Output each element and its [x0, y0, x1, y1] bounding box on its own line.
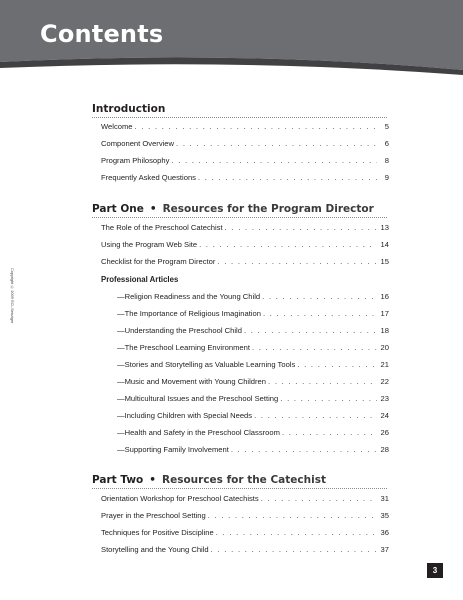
- toc-entry-title: Using the Program Web Site: [101, 240, 198, 249]
- toc-entry[interactable]: [101, 156, 389, 168]
- toc-entry-page: 17: [380, 309, 389, 318]
- toc-entry-page: 21: [380, 360, 389, 369]
- toc-subentry[interactable]: [117, 377, 389, 389]
- toc-entry-page: 14: [380, 240, 389, 249]
- toc-entry-title: Component Overview: [101, 139, 175, 148]
- leader-dots: [135, 122, 377, 131]
- toc-entry-page: 8: [384, 156, 389, 165]
- section-heading-text: Introduction: [92, 103, 166, 115]
- page-title: Contents: [40, 20, 164, 48]
- leader-dots: [297, 360, 377, 369]
- leader-dots: [216, 528, 377, 537]
- toc-entry-page: 9: [384, 173, 389, 182]
- toc-entry-title: Prayer in the Preschool Setting: [101, 511, 206, 520]
- leader-dots: [198, 173, 377, 182]
- toc-entry-title: —Supporting Family Involvement: [117, 445, 229, 454]
- section-rule: [92, 217, 387, 218]
- section-heading-text: Part Two: [92, 474, 144, 486]
- toc-entry-page: 13: [380, 223, 389, 232]
- toc-entry-page: 6: [384, 139, 389, 148]
- leader-dots: [280, 394, 377, 403]
- leader-dots: [211, 545, 377, 554]
- toc-entry[interactable]: [101, 511, 389, 523]
- toc-subentry[interactable]: [117, 343, 389, 355]
- toc-entry-page: 23: [380, 394, 389, 403]
- toc-entry-page: 15: [380, 257, 389, 266]
- toc-entry-title: —Music and Movement with Young Children: [117, 377, 267, 386]
- copyright-notice: Copyright © 2009 RCL Benziger: [10, 268, 14, 324]
- toc-entry-title: —Stories and Storytelling as Valuable Learning Tools: [117, 360, 296, 369]
- toc-entry[interactable]: [101, 223, 389, 235]
- toc-entry[interactable]: [101, 173, 389, 185]
- section-subheading-text: Resources for the Program Director: [162, 203, 374, 215]
- leader-dots: [231, 445, 377, 454]
- toc-entry[interactable]: [101, 545, 389, 557]
- bullet-separator: •: [149, 203, 157, 215]
- toc-entry-page: 18: [380, 326, 389, 335]
- leader-dots: [208, 511, 377, 520]
- section-heading-part-two: [92, 474, 326, 486]
- toc-entry-page: 16: [380, 292, 389, 301]
- leader-dots: [252, 343, 377, 352]
- toc-entry-title: —Understanding the Preschool Child: [117, 326, 242, 335]
- section-heading-text: Part One: [92, 203, 144, 215]
- toc-entry[interactable]: [101, 494, 389, 506]
- toc-entry-title: —Including Children with Special Needs: [117, 411, 253, 420]
- toc-entry[interactable]: [101, 528, 389, 540]
- toc-entry-title: —Religion Readiness and the Young Child: [117, 292, 261, 301]
- professional-articles-label: Professional Articles: [101, 275, 179, 284]
- leader-dots: [217, 257, 377, 266]
- toc-entry-page: 22: [380, 377, 389, 386]
- page-number-badge: 3: [427, 563, 443, 578]
- toc-entry-title: Orientation Workshop for Preschool Catechists: [101, 494, 259, 503]
- toc-entry-title: —The Preschool Learning Environment: [117, 343, 250, 352]
- leader-dots: [262, 292, 377, 301]
- toc-entry-title: Welcome: [101, 122, 133, 131]
- leader-dots: [268, 377, 377, 386]
- leader-dots: [263, 309, 377, 318]
- section-subheading-text: Resources for the Catechist: [162, 474, 326, 486]
- toc-entry-page: 36: [380, 528, 389, 537]
- toc-subentry[interactable]: [117, 411, 389, 423]
- toc-entry-title: Program Philosophy: [101, 156, 170, 165]
- leader-dots: [261, 494, 377, 503]
- section-heading-introduction: [92, 103, 165, 115]
- header-banner: [0, 0, 463, 75]
- toc-entry[interactable]: [101, 139, 389, 151]
- leader-dots: [254, 411, 377, 420]
- section-rule: [92, 488, 387, 489]
- toc-entry-title: Techniques for Positive Discipline: [101, 528, 214, 537]
- toc-subentry[interactable]: [117, 360, 389, 372]
- toc-entry-title: —The Importance of Religious Imagination: [117, 309, 261, 318]
- toc-entry-title: Frequently Asked Questions: [101, 173, 196, 182]
- leader-dots: [199, 240, 377, 249]
- section-rule: [92, 117, 387, 118]
- toc-entry[interactable]: [101, 122, 389, 134]
- toc-entry-page: 26: [380, 428, 389, 437]
- toc-entry[interactable]: [101, 240, 389, 252]
- leader-dots: [244, 326, 377, 335]
- toc-entry-title: —Multicultural Issues and the Preschool Setting: [117, 394, 279, 403]
- toc-subentry[interactable]: [117, 428, 389, 440]
- bullet-separator: •: [149, 474, 156, 486]
- toc-entry-page: 31: [380, 494, 389, 503]
- leader-dots: [171, 156, 377, 165]
- toc-entry-page: 5: [384, 122, 389, 131]
- toc-entry-title: Checklist for the Program Director: [101, 257, 216, 266]
- toc-entry-title: Storytelling and the Young Child: [101, 545, 209, 554]
- section-heading-part-one: [92, 203, 374, 215]
- toc-entry-title: The Role of the Preschool Catechist: [101, 223, 223, 232]
- leader-dots: [225, 223, 377, 232]
- leader-dots: [282, 428, 377, 437]
- toc-subentry[interactable]: [117, 292, 389, 304]
- toc-entry-page: 35: [380, 511, 389, 520]
- toc-entry-title: —Health and Safety in the Preschool Classroom: [117, 428, 280, 437]
- toc-subentry[interactable]: [117, 445, 389, 457]
- toc-entry-page: 28: [380, 445, 389, 454]
- toc-entry[interactable]: [101, 257, 389, 269]
- leader-dots: [176, 139, 377, 148]
- toc-entry-page: 20: [380, 343, 389, 352]
- toc-subentry[interactable]: [117, 309, 389, 321]
- toc-entry-page: 24: [380, 411, 389, 420]
- toc-subentry[interactable]: [117, 394, 389, 406]
- toc-subentry[interactable]: [117, 326, 389, 338]
- toc-entry-page: 37: [380, 545, 389, 554]
